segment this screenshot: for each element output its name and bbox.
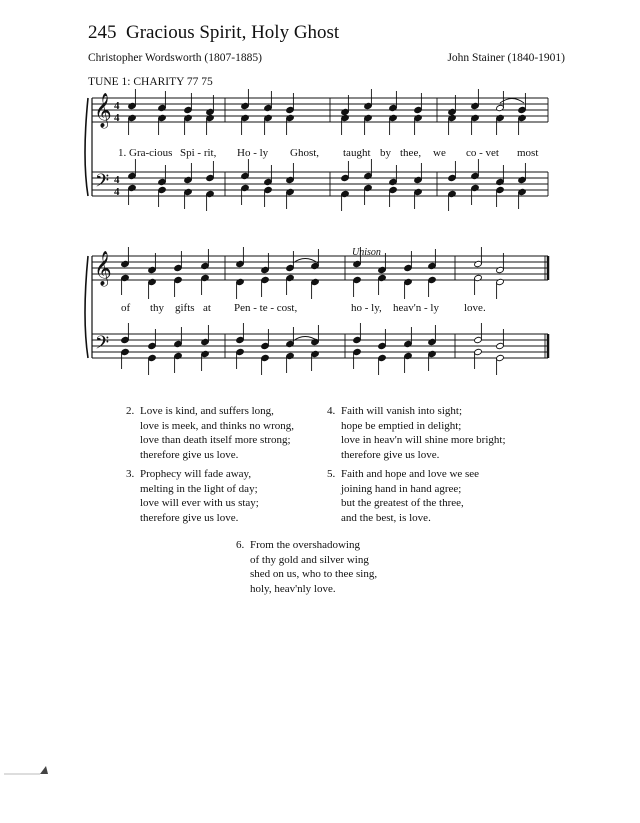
verse-line: Prophecy will fade away, bbox=[140, 468, 252, 480]
verse-line: hope be emptied in delight; bbox=[341, 419, 462, 432]
lyric-syllable: Spi - rit, bbox=[180, 147, 217, 159]
verse-line: and the best, is love. bbox=[341, 511, 431, 524]
lyric-syllable: Ho - ly bbox=[237, 147, 269, 159]
system-brace bbox=[85, 256, 88, 358]
verse-line: love is meek, and thinks no wrong, bbox=[140, 419, 294, 432]
time-signature: 4 bbox=[114, 186, 120, 198]
tune-name: TUNE 1: CHARITY 77 75 bbox=[88, 76, 213, 88]
clef: 𝄢 bbox=[95, 333, 110, 358]
lyric-syllable: Pen - te - cost, bbox=[234, 302, 298, 314]
verse-line: of thy gold and silver wing bbox=[250, 553, 369, 566]
verse-line: shed on us, who to thee sing, bbox=[250, 568, 378, 581]
lyric-syllable: of bbox=[121, 302, 131, 314]
verse-number: 5. bbox=[327, 468, 336, 480]
verse-number: 6. bbox=[236, 539, 245, 551]
verse-2 bbox=[126, 404, 294, 462]
time-signature: 4 bbox=[114, 174, 120, 186]
hymn-title: Gracious Spirit, Holy Ghost bbox=[126, 22, 340, 43]
lyric-syllable: taught bbox=[343, 147, 371, 159]
verse-number: 4. bbox=[327, 405, 336, 417]
lyric-syllable: love. bbox=[464, 302, 486, 314]
lyric-syllable: Ghost, bbox=[290, 147, 320, 159]
time-signature: 4 bbox=[114, 112, 120, 124]
verse-number: 2. bbox=[126, 405, 135, 417]
lyric-syllable: co - vet bbox=[466, 147, 499, 159]
verse-line: but the greatest of the three, bbox=[341, 497, 464, 510]
author-credit: Christopher Wordsworth (1807-1885) bbox=[88, 52, 262, 64]
verse-line: joining hand in hand agree; bbox=[341, 482, 462, 495]
verse-5 bbox=[327, 467, 480, 525]
lyric-syllable: gifts bbox=[175, 302, 195, 314]
composer-credit: John Stainer (1840-1901) bbox=[447, 52, 565, 64]
lyric-syllable: thy bbox=[150, 302, 165, 314]
clef: 𝄞 bbox=[94, 251, 112, 286]
lyric-syllable: thee, bbox=[400, 147, 422, 159]
verse-line: holy, heav'nly love. bbox=[250, 582, 336, 595]
lyric-syllable: 1. Gra-cious bbox=[118, 147, 173, 159]
verse-line: love than death itself more strong; bbox=[140, 434, 291, 447]
verse-line: Love is kind, and suffers long, bbox=[140, 405, 274, 417]
lyric-syllable: most bbox=[517, 147, 539, 159]
time-signature: 4 bbox=[114, 100, 120, 112]
verse-line: love will ever with us stay; bbox=[140, 497, 259, 510]
music-score bbox=[0, 0, 640, 400]
hymn-number: 245 bbox=[88, 22, 117, 43]
verse-4 bbox=[327, 404, 506, 462]
verse-line: Faith will vanish into sight; bbox=[341, 405, 463, 417]
verse-line: love in heav'n will shine more bright; bbox=[341, 434, 506, 447]
verse-3 bbox=[126, 467, 259, 525]
verse-line: therefore give us love. bbox=[140, 511, 239, 524]
unison-marking: Unison bbox=[352, 247, 381, 258]
clef: 𝄞 bbox=[94, 93, 112, 128]
lyric-syllable: by bbox=[380, 147, 391, 159]
lyric-syllable: heav'n - ly bbox=[393, 302, 439, 314]
verse-line: melting in the light of day; bbox=[140, 482, 258, 495]
verse-line: therefore give us love. bbox=[140, 448, 239, 461]
verse-6 bbox=[236, 538, 378, 596]
scan-artifact bbox=[0, 760, 60, 780]
system-brace bbox=[85, 98, 88, 196]
lyric-syllable: we bbox=[433, 147, 446, 159]
verse-line: therefore give us love. bbox=[341, 448, 440, 461]
lyric-syllable: at bbox=[203, 302, 211, 314]
clef: 𝄢 bbox=[95, 171, 110, 196]
verse-line: From the overshadowing bbox=[250, 539, 360, 551]
verse-line: Faith and hope and love we see bbox=[341, 468, 480, 480]
lyric-syllable: ho - ly, bbox=[351, 302, 382, 314]
verse-number: 3. bbox=[126, 468, 135, 480]
